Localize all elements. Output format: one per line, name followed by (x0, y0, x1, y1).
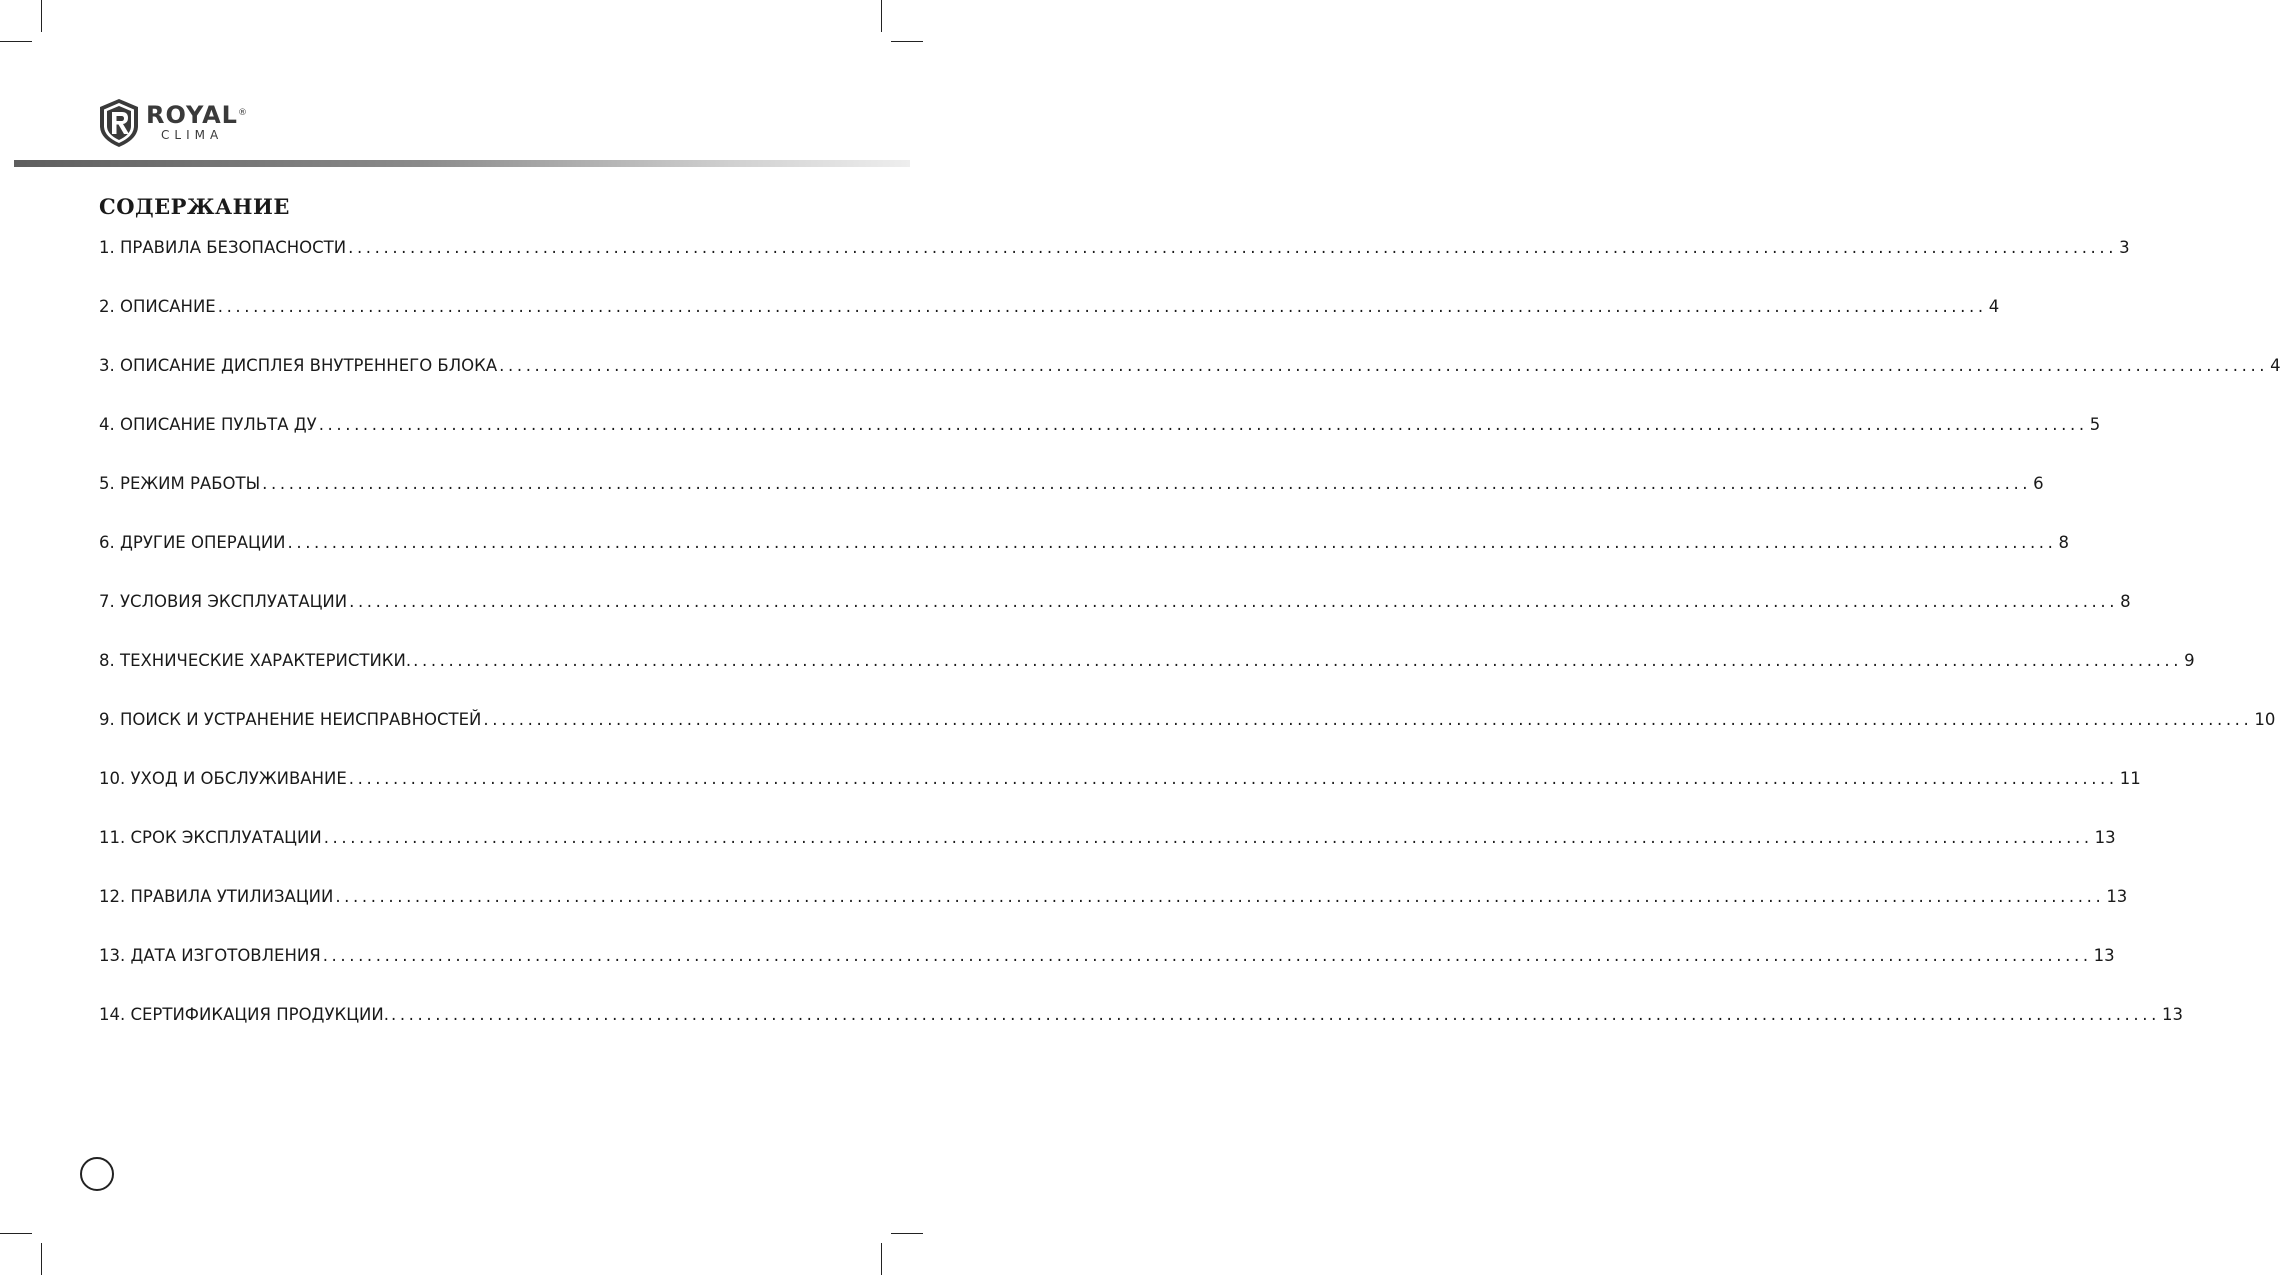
toc-entry-page: 13 (2161, 1005, 2183, 1024)
toc-entry-label: 13. ДАТА ИЗГОТОВЛЕНИЯ (99, 946, 321, 965)
toc-entry[interactable] (99, 590, 2131, 649)
toc-leader-dots: ........................................................................................................................................................................................................ (217, 297, 1987, 316)
toc-entry[interactable] (99, 826, 2116, 885)
brand-logo (98, 98, 278, 150)
toc-leader-dots: ........................................................................................................................................................................................................ (262, 474, 2032, 493)
toc-entry-label: 10. УХОД И ОБСЛУЖИВАНИЕ (99, 769, 347, 788)
toc-entry-page: 10 (2254, 710, 2276, 729)
crop-mark (891, 1233, 923, 1234)
toc-leader-dots: ........................................................................................................................................................................................................ (499, 356, 2269, 375)
toc-entry-page: 4 (2270, 356, 2281, 375)
toc-entry-page: 9 (2184, 651, 2195, 670)
toc-entry-page: 13 (2093, 946, 2115, 965)
toc-entry-label: 6. ДРУГИЕ ОПЕРАЦИИ (99, 533, 286, 552)
toc-leader-dots: ........................................................................................................................................................................................................ (323, 828, 2093, 847)
crop-mark (0, 1233, 32, 1234)
toc-entry-label: 2. ОПИСАНИЕ (99, 297, 216, 316)
toc-entry-label: 11. СРОК ЭКСПЛУАТАЦИИ (99, 828, 322, 847)
crop-mark (881, 0, 882, 32)
toc-entry-page: 13 (2106, 887, 2128, 906)
crop-mark (41, 0, 42, 32)
toc-entry[interactable] (99, 767, 2141, 826)
toc-entry-page: 8 (2120, 592, 2131, 611)
brand-subtitle: CLIMA (161, 128, 224, 142)
toc-leader-dots: ........................................................................................................................................................................................................ (322, 946, 2092, 965)
toc-leader-dots: ........................................................................................................................................................................................................ (348, 769, 2118, 788)
crop-mark (891, 41, 923, 42)
toc-entry-page: 13 (2094, 828, 2116, 847)
toc-leader-dots: ........................................................................................................................................................................................................ (287, 533, 2057, 552)
toc-entry-page: 8 (2058, 533, 2069, 552)
toc-entry[interactable] (99, 708, 2276, 767)
toc-entry-label: 9. ПОИСК И УСТРАНЕНИЕ НЕИСПРАВНОСТЕЙ (99, 710, 482, 729)
crop-mark (41, 1243, 42, 1275)
toc-entry-label: 4. ОПИСАНИЕ ПУЛЬТА ДУ (99, 415, 317, 434)
toc-entry[interactable] (99, 472, 2044, 531)
header-divider (14, 160, 910, 167)
toc-entry-label: 14. СЕРТИФИКАЦИЯ ПРОДУКЦИИ. (99, 1005, 389, 1024)
toc-entry[interactable] (99, 1003, 2183, 1062)
toc-entry-page: 4 (1988, 297, 2000, 316)
brand-name: ROYAL® (146, 101, 248, 129)
table-of-contents (99, 236, 2281, 1062)
toc-entry-label: 7. УСЛОВИЯ ЭКСПЛУАТАЦИИ (99, 592, 348, 611)
toc-entry-label: 3. ОПИСАНИЕ ДИСПЛЕЯ ВНУТРЕННЕГО БЛОКА (99, 356, 498, 375)
toc-entry-page: 5 (2089, 415, 2101, 434)
toc-entry[interactable] (99, 354, 2281, 413)
toc-entry[interactable] (99, 236, 2130, 295)
toc-leader-dots: ........................................................................................................................................................................................................ (335, 887, 2105, 906)
toc-leader-dots: ........................................................................................................................................................................................................ (348, 238, 2118, 257)
crop-mark (881, 1243, 882, 1275)
registered-mark: ® (237, 108, 248, 118)
toc-entry-label: 8. ТЕХНИЧЕСКИЕ ХАРАКТЕРИСТИКИ. (99, 651, 412, 670)
toc-leader-dots: ........................................................................................................................................................................................................ (483, 710, 2253, 729)
toc-entry[interactable] (99, 531, 2069, 590)
toc-entry[interactable] (99, 649, 2195, 708)
crop-mark (0, 41, 32, 42)
toc-entry-label: 5. РЕЖИМ РАБОТЫ (99, 474, 261, 493)
shield-r-logo-icon (98, 98, 140, 148)
toc-entry-page: 3 (2119, 238, 2130, 257)
toc-entry-page: 6 (2033, 474, 2044, 493)
toc-entry[interactable] (99, 944, 2115, 1003)
toc-entry[interactable] (99, 295, 2000, 354)
toc-entry[interactable] (99, 885, 2128, 944)
toc-entry-label: 1. ПРАВИЛА БЕЗОПАСНОСТИ (99, 238, 347, 257)
toc-entry-page: 11 (2119, 769, 2141, 788)
toc-leader-dots: ........................................................................................................................................................................................................ (349, 592, 2119, 611)
toc-leader-dots: ........................................................................................................................................................................................................ (413, 651, 2183, 670)
toc-title: СОДЕРЖАНИЕ (99, 194, 290, 219)
toc-leader-dots: ........................................................................................................................................................................................................ (390, 1005, 2160, 1024)
toc-leader-dots: ........................................................................................................................................................................................................ (318, 415, 2088, 434)
toc-entry-label: 12. ПРАВИЛА УТИЛИЗАЦИИ (99, 887, 334, 906)
toc-entry[interactable] (99, 413, 2101, 472)
page-number-circle (80, 1157, 114, 1191)
